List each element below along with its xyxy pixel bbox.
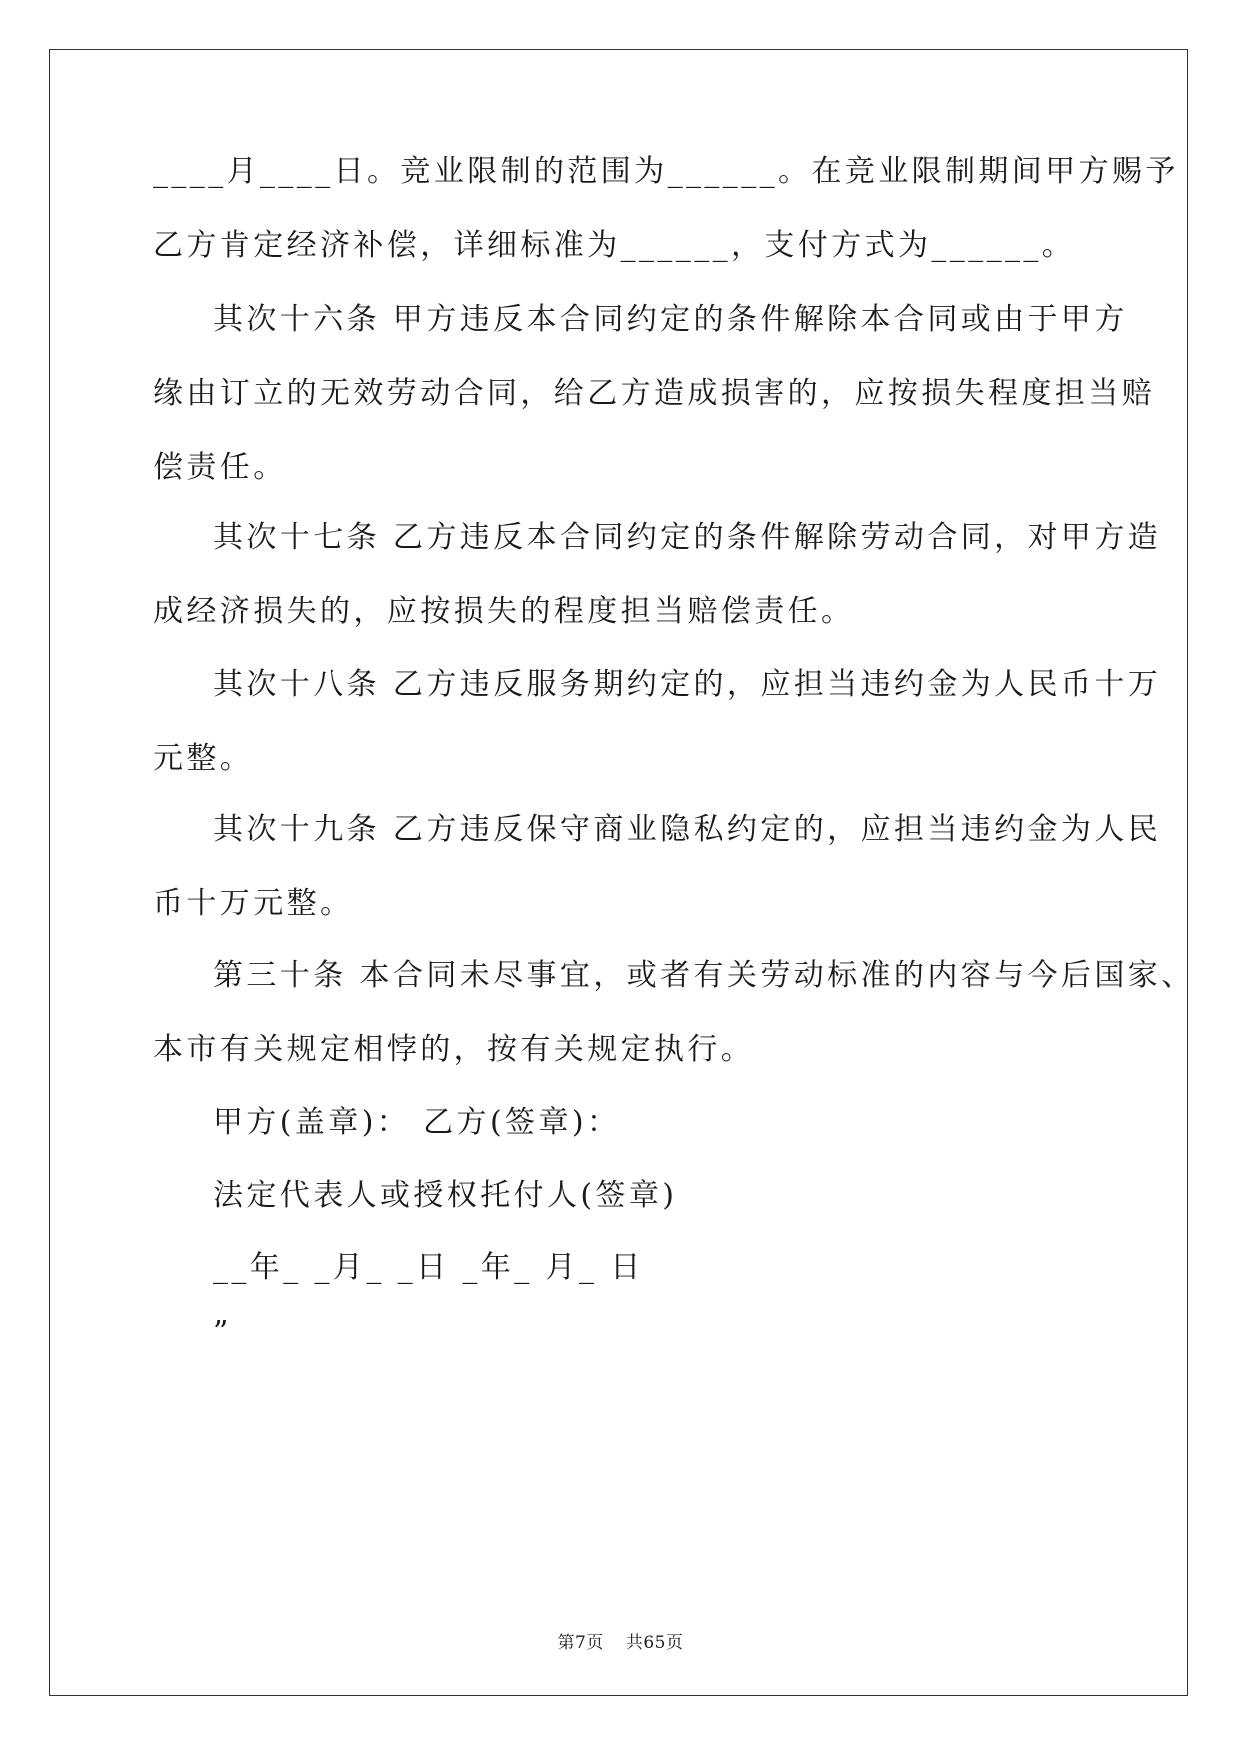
clause-27-line-2: 成经济损失的，应按损失的程度担当赔偿责任。 [153, 594, 855, 629]
clause-29-line-1: 其次十九条 乙方违反保守商业隐私约定的，应担当违约金为人民 [213, 812, 1162, 847]
text-line-1: ____月____日。竞业限制的范围为______。在竞业限制期间甲方赐予 [153, 154, 1179, 189]
clause-28-line-2: 元整。 [153, 741, 254, 776]
clause-26-line-3: 偿责任。 [153, 450, 287, 485]
legal-representative: 法定代表人或授权托付人(签章) [213, 1178, 678, 1213]
page-number: 第7页 [557, 1633, 604, 1653]
text-line-2: 乙方肯定经济补偿，详细标准为______，支付方式为______。 [153, 228, 1076, 263]
closing-quote: ” [213, 1315, 232, 1350]
clause-30-line-2: 本市有关规定相悖的，按有关规定执行。 [153, 1032, 755, 1067]
clause-28-line-1: 其次十八条 乙方违反服务期约定的，应担当违约金为人民币十万 [213, 667, 1162, 702]
clause-26-line-1: 其次十六条 甲方违反本合同约定的条件解除本合同或由于甲方 [213, 302, 1128, 337]
page-total: 共65页 [625, 1633, 684, 1653]
signature-dates: __年_ _月_ _日 _年_ 月_ 日 [213, 1250, 644, 1285]
page-border [49, 49, 1188, 1696]
signature-parties: 甲方(盖章)： 乙方(签章)： [213, 1105, 621, 1140]
clause-27-line-1: 其次十七条 乙方违反本合同约定的条件解除劳动合同，对甲方造 [213, 520, 1162, 555]
clause-29-line-2: 币十万元整。 [153, 886, 354, 921]
clause-30-line-1: 第三十条 本合同未尽事宜，或者有关劳动标准的内容与今后国家、 [213, 958, 1195, 993]
page-footer [0, 1628, 1241, 1653]
clause-26-line-2: 缘由订立的无效劳动合同，给乙方造成损害的，应按损失程度担当赔 [153, 376, 1155, 411]
